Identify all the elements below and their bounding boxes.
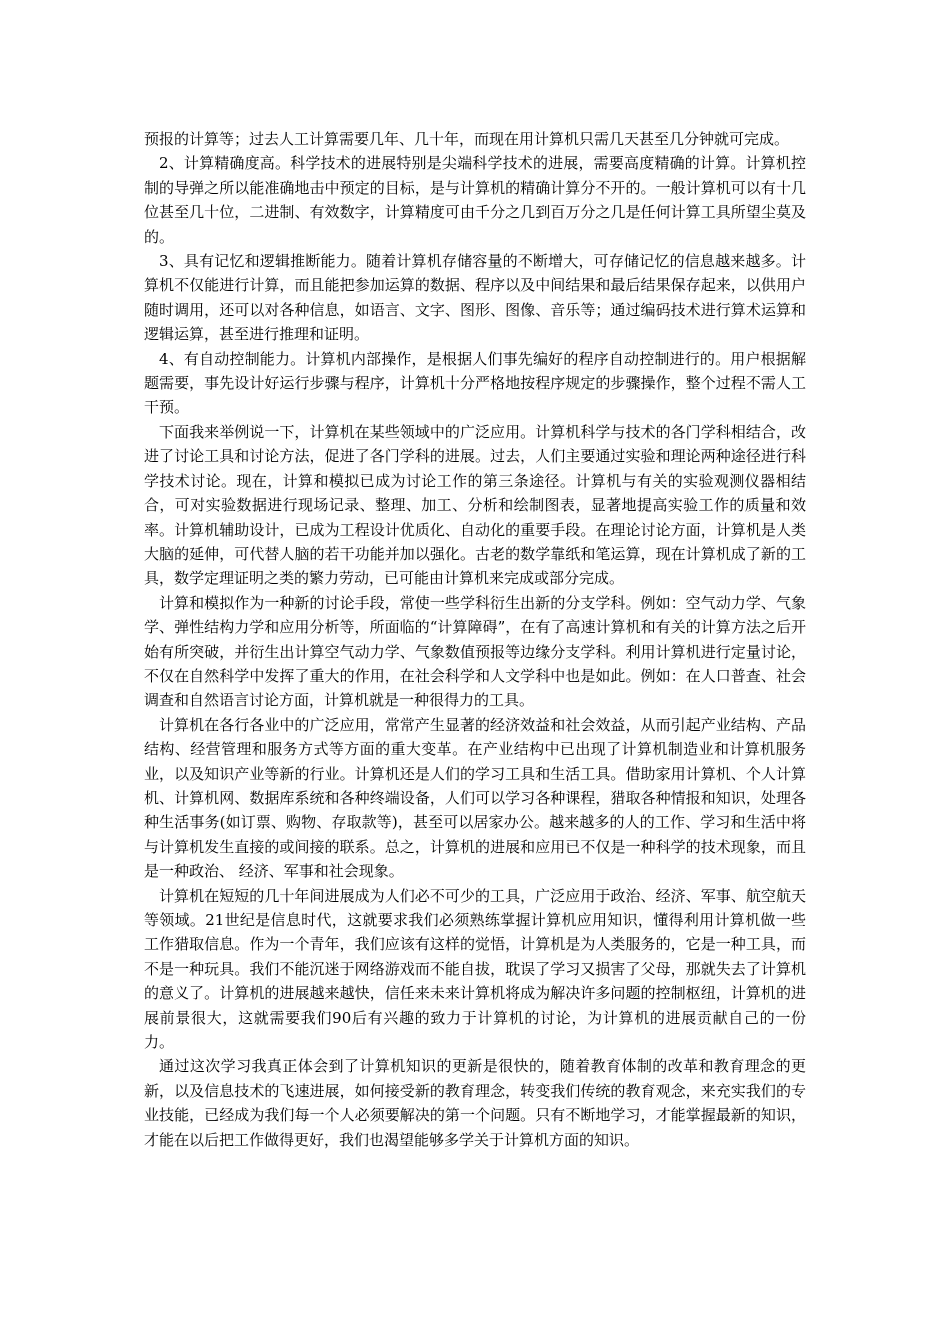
paragraph-simulation: 计算和模拟作为一种新的讨论手段，常使一些学科衍生出新的分支学科。例如：空气动力学、气象学、弹性结构力学和应用分析等，所面临的“计算障碍”，在有了高速计算机和有关的计算方法之后开始有所突破，并衍生出计算空气动力学、气象数值预报等边缘分支学科。利用计算机进行定量讨论，不仅在自然科学中发挥了重大的作用，在社会科学和人文学科中也是如此。例如：在人口普查、社会调查和自然语言讨论方面，计算机就是一种很得力的工具。 — [144, 593, 806, 710]
paragraph-youth: 计算机在短短的几十年间进展成为人们必不可少的工具，广泛应用于政治、经济、军事、航空航天等领域。21世纪是信息时代，这就要求我们必须熟练掌握计算机应用知识，懂得利用计算机做一些工作猎取信息。作为一个青年，我们应该有这样的觉悟，计算机是为人类服务的，它是一种工具，而不是一种玩具。我们不能沉迷于网络游戏而不能自拔，耽误了学习又损害了父母，那就失去了计算机的意义了。计算机的进展越来越快，信任来未来计算机将成为解决许多问题的控制枢纽，计算机的进展前景很大，这就需要我们90后有兴趣的致力于计算机的讨论，为计算机的进展贡献自己的一份力。 — [144, 886, 806, 1052]
document-page — [144, 127, 806, 1152]
paragraph-memory-logic: 3、具有记忆和逻辑推断能力。随着计算机存储容量的不断增大，可存储记忆的信息越来越多。计算机不仅能进行计算，而且能把参加运算的数据、程序以及中间结果和最后结果保存起来，以供用户随时调用，还可以对各种信息，如语言、文字、图形、图像、音乐等；通过编码技术进行算术运算和逻辑运算，甚至进行推理和证明。 — [144, 252, 806, 344]
paragraph-continuation: 预报的计算等；过去人工计算需要几年、几十年，而现在用计算机只需几天甚至几分钟就可完成。 — [144, 130, 790, 148]
paragraph-industry: 计算机在各行各业中的广泛应用，常常产生显著的经济效益和社会效益，从而引起产业结构、产品结构、经营管理和服务方式等方面的重大变革。在产业结构中已出现了计算机制造业和计算机服务业，以及知识产业等新的行业。计算机还是人们的学习工具和生活工具。借助家用计算机、个人计算机、计算机网、数据库系统和各种终端设备，人们可以学习各种课程，猎取各种情报和知识，处理各种生活事务(如订票、购物、存取款等)，甚至可以居家办公。越来越多的人的工作、学习和生活中将与计算机发生直接的或间接的联系。总之，计算机的进展和应用已不仅是一种科学的技术现象，而且是一种政治、 经济、军事和社会现象。 — [144, 715, 806, 881]
paragraph-auto-control: 4、有自动控制能力。计算机内部操作，是根据人们事先编好的程序自动控制进行的。用户根据解题需要，事先设计好运行步骤与程序，计算机十分严格地按程序规定的步骤操作，整个过程不需人工干预。 — [144, 349, 806, 417]
paragraph-precision: 2、计算精确度高。科学技术的进展特别是尖端科学技术的进展，需要高度精确的计算。计算机控制的导弹之所以能准确地击中预定的目标，是与计算机的精确计算分不开的。一般计算机可以有十几位甚至几十位，二进制、有效数字，计算精度可由千分之几到百万分之几是任何计算工具所望尘莫及的。 — [144, 154, 806, 246]
paragraph-conclusion: 通过这次学习我真正体会到了计算机知识的更新是很快的，随着教育体制的改革和教育理念的更新，以及信息技术的飞速进展，如何接受新的教育理念，转变我们传统的教育观念，来充实我们的专业技能，已经成为我们每一个人必须要解决的第一个问题。只有不断地学习，才能掌握最新的知识，才能在以后把工作做得更好，我们也渴望能够多学关于计算机方面的知识。 — [144, 1057, 806, 1149]
paragraph-applications: 下面我来举例说一下，计算机在某些领域中的广泛应用。计算机科学与技术的各门学科相结合，改进了讨论工具和讨论方法，促进了各门学科的进展。过去，人们主要通过实验和理论两种途径进行科学技术讨论。现在，计算和模拟已成为讨论工作的第三条途径。计算机与有关的实验观测仪器相结合，可对实验数据进行现场记录、整理、加工、分析和绘制图表，显著地提高实验工作的质量和效率。计算机辅助设计，已成为工程设计优质化、自动化的重要手段。在理论讨论方面，计算机是人类大脑的延伸，可代替人脑的若干功能并加以强化。古老的数学靠纸和笔运算，现在计算机成了新的工具，数学定理证明之类的繁力劳动，已可能由计算机来完成或部分完成。 — [144, 422, 806, 588]
